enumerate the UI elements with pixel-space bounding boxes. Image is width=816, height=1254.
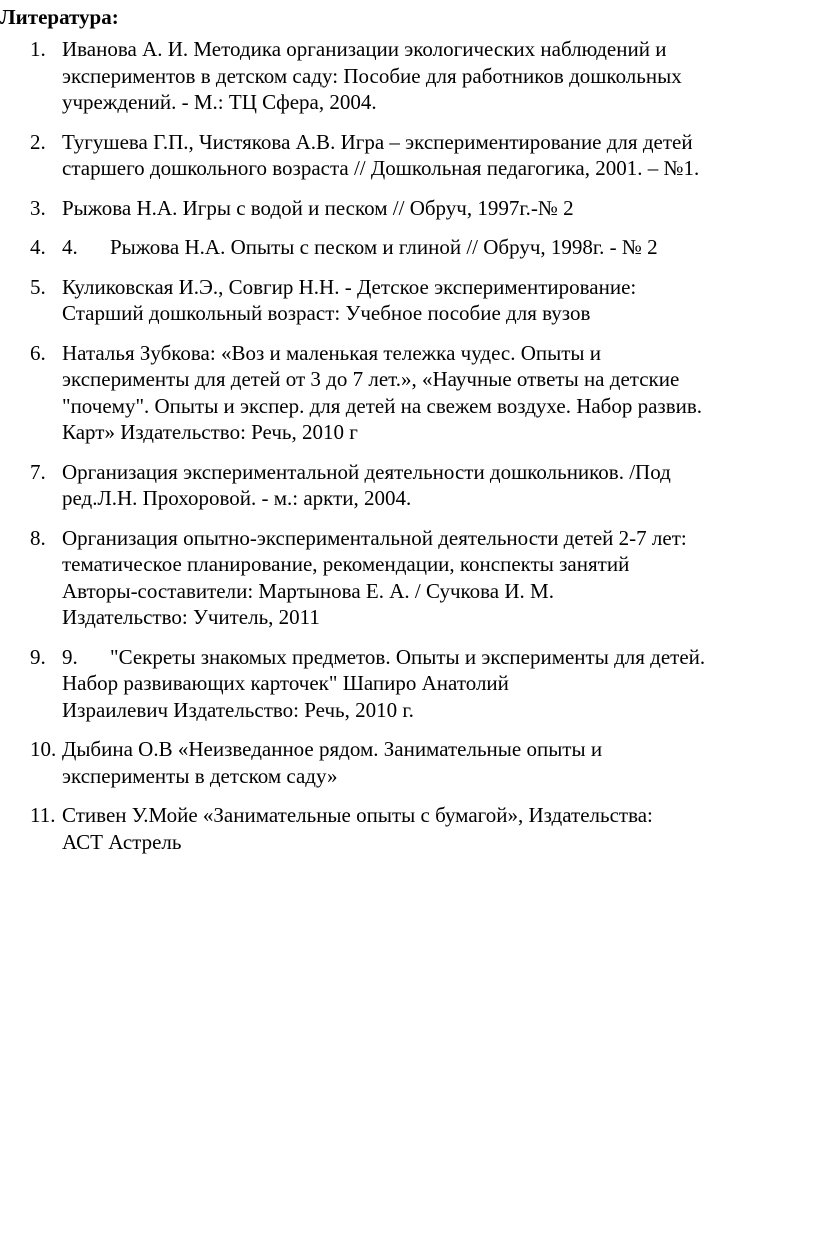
reference-text-line: Авторы-составители: Мартынова Е. А. / Сучкова И. М.	[62, 578, 554, 603]
reference-text-line: Наталья Зубкова: «Воз и маленькая тележка чудес. Опыты и	[62, 340, 602, 365]
reference-text-line: Рыжова Н.А. Игры с водой и песком // Обруч, 1997г.-№ 2	[62, 195, 574, 220]
list-item	[0, 644, 816, 724]
list-number: 1.	[30, 37, 46, 61]
list-number: 6.	[30, 340, 46, 365]
list-item	[0, 234, 816, 261]
list-number: 3.	[30, 195, 46, 220]
reference-text-line: Израилевич Издательство: Речь, 2010 г.	[62, 697, 414, 722]
reference-text: Рыжова Н.А. Опыты с песком и глиной // Обруч, 1998г. - № 2	[110, 235, 658, 259]
reference-text-line: Организация экспериментальной деятельности дошкольников. /Под	[62, 459, 671, 484]
reference-text-line: Тугушева Г.П., Чистякова А.В. Игра – экспериментирование для детей	[62, 129, 693, 154]
inner-list-number: 9.	[62, 644, 78, 669]
list-item	[0, 195, 816, 222]
reference-text-line: Набор развивающих карточек" Шапиро Анатолий	[62, 671, 509, 695]
list-number: 10.	[30, 737, 57, 761]
reference-text-line: АСТ Астрель	[62, 829, 182, 854]
list-item	[0, 129, 816, 182]
reference-text-line	[62, 644, 816, 671]
reference-text-line: ред.Л.Н. Прохоровой. - м.: аркти, 2004.	[62, 486, 412, 510]
list-number: 9.	[30, 644, 46, 669]
reference-text-line: Куликовская И.Э., Совгир Н.Н. - Детское экспериментирование:	[62, 274, 637, 299]
list-item	[0, 525, 816, 631]
reference-text-line: эксперименты для детей от 3 до 7 лет.», «Научные ответы на детские	[62, 367, 680, 391]
reference-text-line: "почему". Опыты и экспер. для детей на свежем воздухе. Набор развив.	[62, 393, 703, 418]
list-number: 4.	[30, 235, 46, 259]
list-number: 2.	[30, 129, 46, 154]
list-item	[0, 340, 816, 446]
reference-text-line	[62, 234, 816, 261]
reference-text-line: Издательство: Учитель, 2011	[62, 605, 320, 629]
reference-text-line: эксперименты в детском саду»	[62, 763, 338, 788]
list-number: 11.	[30, 803, 56, 827]
list-item	[0, 736, 816, 789]
list-item	[0, 802, 816, 855]
reference-text-line: Дыбина О.В «Неизведанное рядом. Занимательные опыты и	[62, 737, 603, 761]
inner-list-number: 4.	[62, 235, 78, 259]
reference-text-line: Стивен У.Мойе «Занимательные опыты с бумагой», Издательства:	[62, 803, 653, 827]
page-title: Литература:	[0, 5, 119, 29]
list-item	[0, 274, 816, 327]
reference-text-line: тематическое планирование, рекомендации, конспекты занятий	[62, 552, 630, 576]
list-item	[0, 36, 816, 116]
reference-text-line: Иванова А. И. Методика организации экологических наблюдений и	[62, 37, 667, 61]
reference-text-line: Организация опытно-экспериментальной деятельности детей 2-7 лет:	[62, 525, 687, 550]
list-item	[0, 459, 816, 512]
list-number: 8.	[30, 525, 46, 550]
reference-text-line: Карт» Издательство: Речь, 2010 г	[62, 420, 358, 444]
reference-text-line: учреждений. - М.: ТЦ Сфера, 2004.	[62, 90, 377, 114]
reference-text-line: Старший дошкольный возраст: Учебное пособие для вузов	[62, 301, 591, 325]
list-number: 5.	[30, 274, 46, 299]
reference-text: "Секреты знакомых предметов. Опыты и эксперименты для детей.	[110, 644, 706, 669]
list-number: 7.	[30, 459, 46, 484]
reference-list	[0, 36, 816, 868]
reference-text-line: старшего дошкольного возраста // Дошкольная педагогика, 2001. – №1.	[62, 156, 700, 180]
reference-text-line: экспериментов в детском саду: Пособие для работников дошкольных	[62, 63, 682, 88]
